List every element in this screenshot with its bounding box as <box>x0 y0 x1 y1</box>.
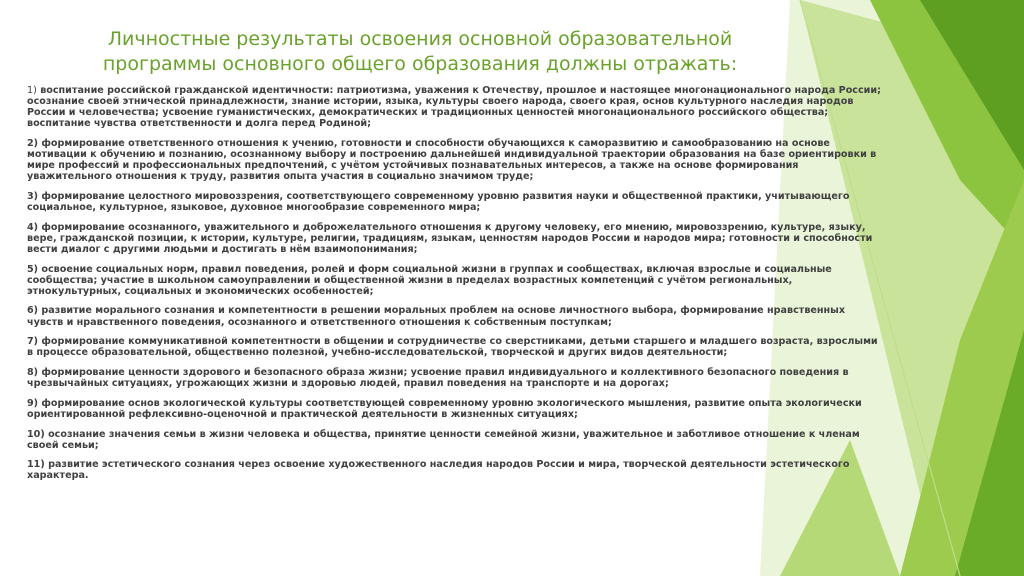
item-text: формирование коммуникативной компетентности в общении и сотрудничестве со сверстниками, детьми старшего и младшего возраста, взрослыми в процессе образовательной, общественно полезной, учебно-исследовательской, творческой и других видов деятельности; <box>27 336 878 359</box>
list-item <box>27 336 883 358</box>
list-item <box>27 459 883 481</box>
item-number: 2) <box>27 137 39 149</box>
item-text: формирование осознанного, уважительного и доброжелательного отношения к другому человеку, его мнению, мировоззрению, культуре, языку, вере, гражданской позиции, к истории, культуре, религии, традициям, языкам, ценностям народов России и народов мира; готовности и способности вести диалог с другими людьми и достигать в нём взаимопонимания; <box>27 221 873 255</box>
requirements-list <box>27 85 883 490</box>
item-text: осознание значения семьи в жизни человека и общества, принятие ценности семейной жизни, уважительное и заботливое отношение к членам своей семьи; <box>27 428 860 451</box>
list-item <box>27 367 883 389</box>
slide-title-line-2: программы основного общего образования должны отражать: <box>102 53 738 75</box>
slide-title <box>60 27 780 77</box>
list-item <box>27 222 883 255</box>
item-text: освоение социальных норм, правил поведения, ролей и форм социальной жизни в группах и сообществах, включая взрослые и социальные сообщества; участие в школьном самоуправлении и общественной жизни в пределах возрастных компетенций с учётом региональных, этнокультурных, социальных и экономических особенностей; <box>27 263 832 297</box>
list-item <box>27 305 883 327</box>
item-number: 1) <box>27 85 37 96</box>
item-text: развитие эстетического сознания через освоение художественного наследия народов России и мира, творческой деятельности эстетического характера. <box>27 459 850 482</box>
list-item <box>27 398 883 420</box>
item-number: 5) <box>27 263 39 275</box>
item-number: 3) <box>27 190 39 202</box>
item-number: 7) <box>27 336 39 348</box>
list-item <box>27 85 883 129</box>
list-item <box>27 429 883 451</box>
item-text: формирование ответственного отношения к учению, готовности и способности обучающихся к саморазвитию и самообразованию на основе мотивации к обучению и познанию, осознанному выбору и построению дальнейшей индивидуальной траектории образования на базе ориентировки в мире профессий и профессиональных предпочтений, с учётом устойчивых познавательных интересов, а также на основе формирования уважительного отношения к труду, развития опыта участия в социально значимом труде; <box>27 137 877 183</box>
item-number: 11) <box>27 459 45 471</box>
item-number: 10) <box>27 428 45 440</box>
item-text: формирование ценности здорового и безопасного образа жизни; усвоение правил индивидуального и коллективного безопасного поведения в чрезвычайных ситуациях, угрожающих жизни и здоровью людей, правил поведения на транспорте и на дорогах; <box>27 367 849 390</box>
list-item <box>27 264 883 297</box>
item-number: 6) <box>27 305 39 317</box>
item-text: развитие морального сознания и компетентности в решении моральных проблем на основе личностного выбора, формирование нравственных чувств и нравственного поведения, осознанного и ответственного отношения к собственным поступкам; <box>27 305 846 328</box>
slide-title-line-1: Личностные результаты освоения основной образовательной <box>107 28 733 50</box>
item-number: 9) <box>27 397 39 409</box>
list-item <box>27 138 883 182</box>
item-number: 4) <box>27 221 39 233</box>
item-text: формирование целостного мировоззрения, соответствующего современному уровню развития науки и общественной практики, учитывающего социальное, культурное, языковое, духовное многообразие современного мира; <box>27 190 850 214</box>
item-text: воспитание российской гражданской идентичности: патриотизма, уважения к Отечеству, прошлое и настоящее многонационального народа России; осознание своей этнической принадлежности, знание истории, языка, культуры своего народа, своего края, основ культурного наследия народов России и человечества; усвоение гуманистических, демократических и традиционных ценностей многонационального российского общества; воспитание чувства ответственности и долга перед Родиной; <box>27 85 881 130</box>
item-number: 8) <box>27 367 39 379</box>
list-item <box>27 191 883 213</box>
item-text: формирование основ экологической культуры соответствующей современному уровню экологического мышления, развитие опыта экологически ориентированной рефлексивно-оценочной и практической деятельности в жизненных ситуациях; <box>27 397 862 420</box>
